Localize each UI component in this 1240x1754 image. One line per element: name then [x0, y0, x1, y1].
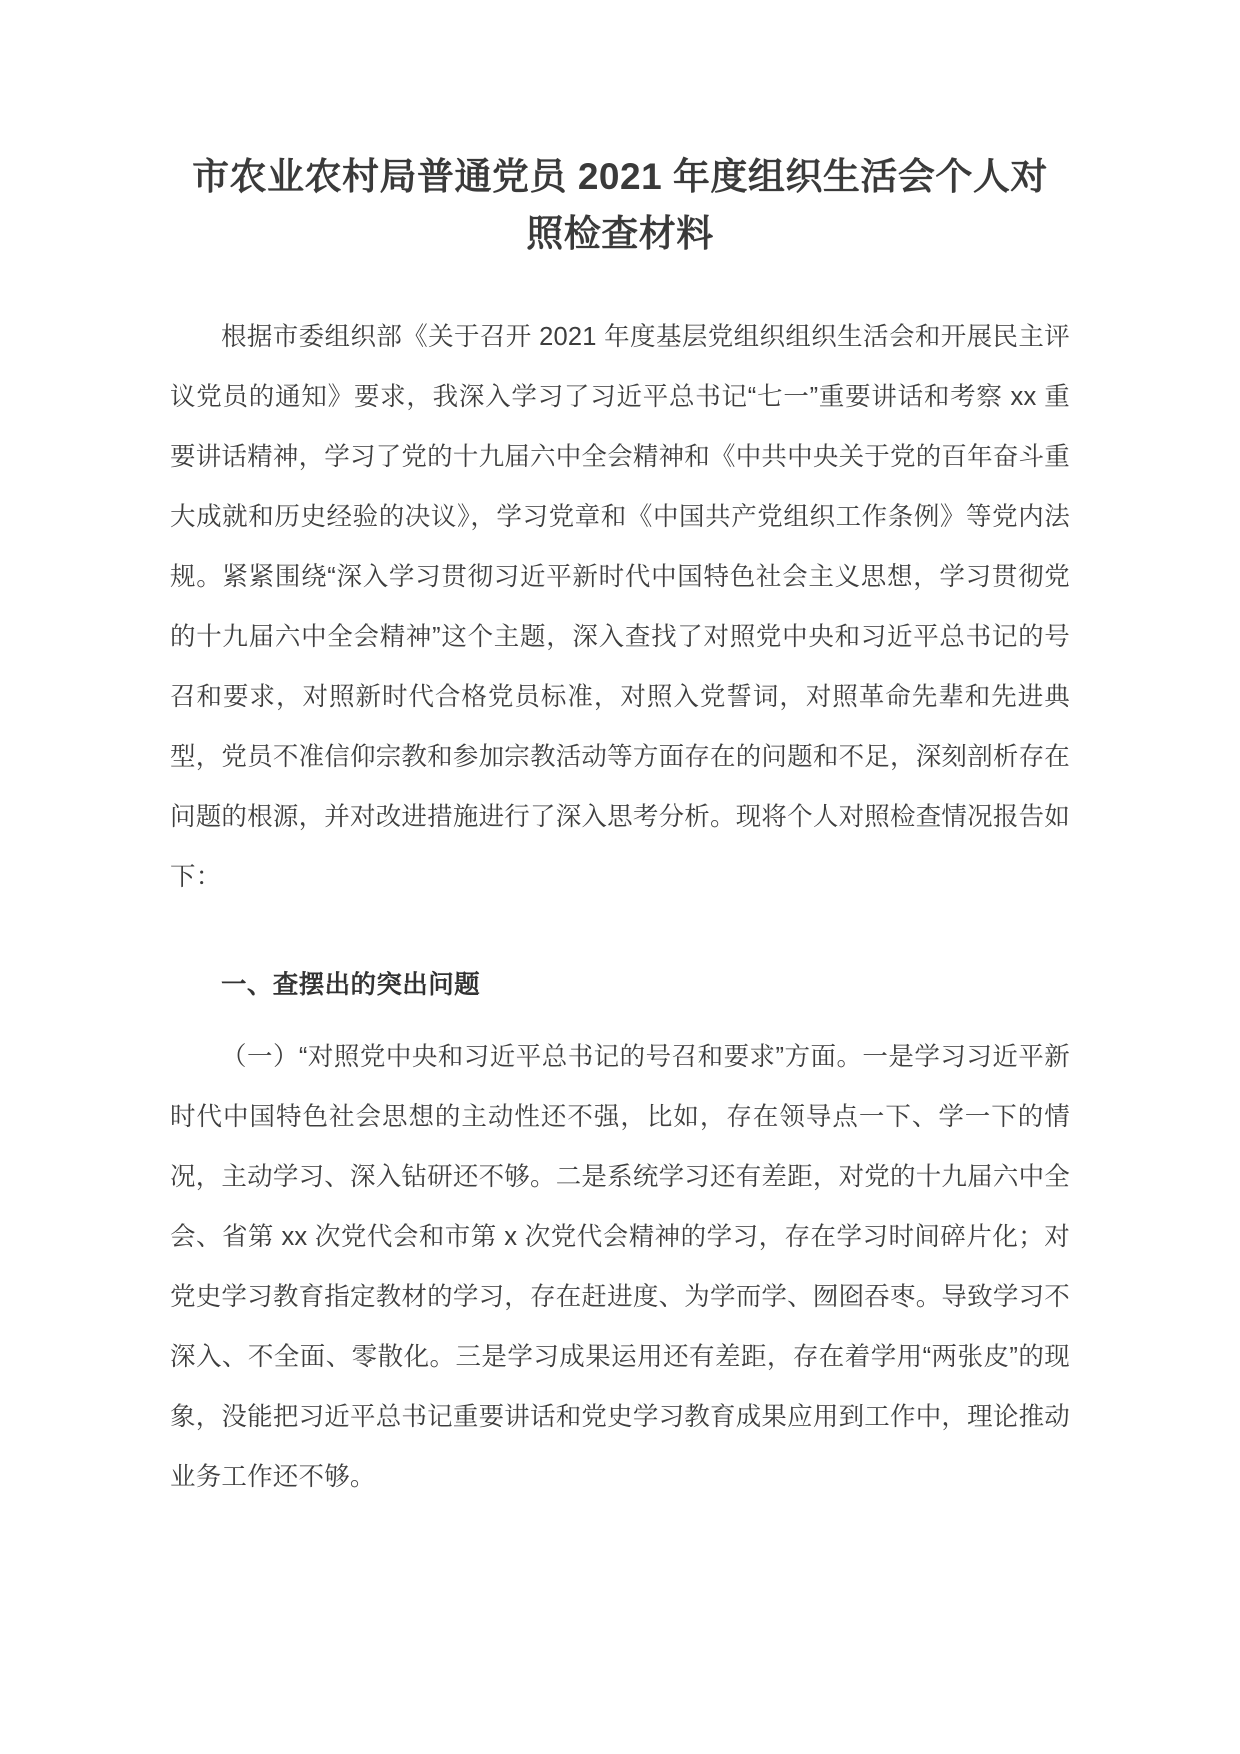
subsection-one-paragraph: （一）“对照党中央和习近平总书记的号召和要求”方面。一是学习习近平新时代中国特色社会思想的主动性还不强，比如，存在领导点一下、学一下的情况，主动学习、深入钻研还不够。二是系统学习还有差距，对党的十九届六中全会、省第 xx 次党代会和市第 x 次党代会精神的学习，存在学习时间碎片化；对党史学习教育指定教材的学习，存在赶进度、为学而学、囫囵吞枣。导致学习不深入、不全面、零散化。三是学习成果运用还有差距，存在着学用“两张皮”的现象，没能把习近平总书记重要讲话和党史学习教育成果应用到工作中，理论推动业务工作还不够。 — [170, 1042, 1070, 1491]
document-title: 市农业农村局普通党员 2021 年度组织生活会个人对照检查材料 — [192, 156, 1048, 255]
paragraph-spacer — [170, 907, 1070, 933]
intro-paragraph: 根据市委组织部《关于召开 2021 年度基层党组织组织生活会和开展民主评议党员的通知》要求，我深入学习了习近平总书记“七一”重要讲话和考察 xx 重要讲话精神，学习了党的十九届六中全会精神和《中共中央关于党的百年奋斗重大成就和历史经验的决议》，学习党章和《中国共产党组织工作条例》等党内法规。紧紧围绕“深入学习贯彻习近平新时代中国特色社会主义思想，学习贯彻党的十九届六中全会精神”这个主题，深入查找了对照党中央和习近平总书记的号召和要求，对照新时代合格党员标准，对照入党誓词，对照革命先辈和先进典型，党员不准信仰宗教和参加宗教活动等方面存在的问题和不足，深刻剖析存在问题的根源，并对改进措施进行了深入思考分析。现将个人对照检查情况报告如下： — [170, 322, 1070, 891]
document-body — [170, 307, 1070, 1507]
section-heading-one: 一、查摆出的突出问题 — [221, 970, 481, 999]
